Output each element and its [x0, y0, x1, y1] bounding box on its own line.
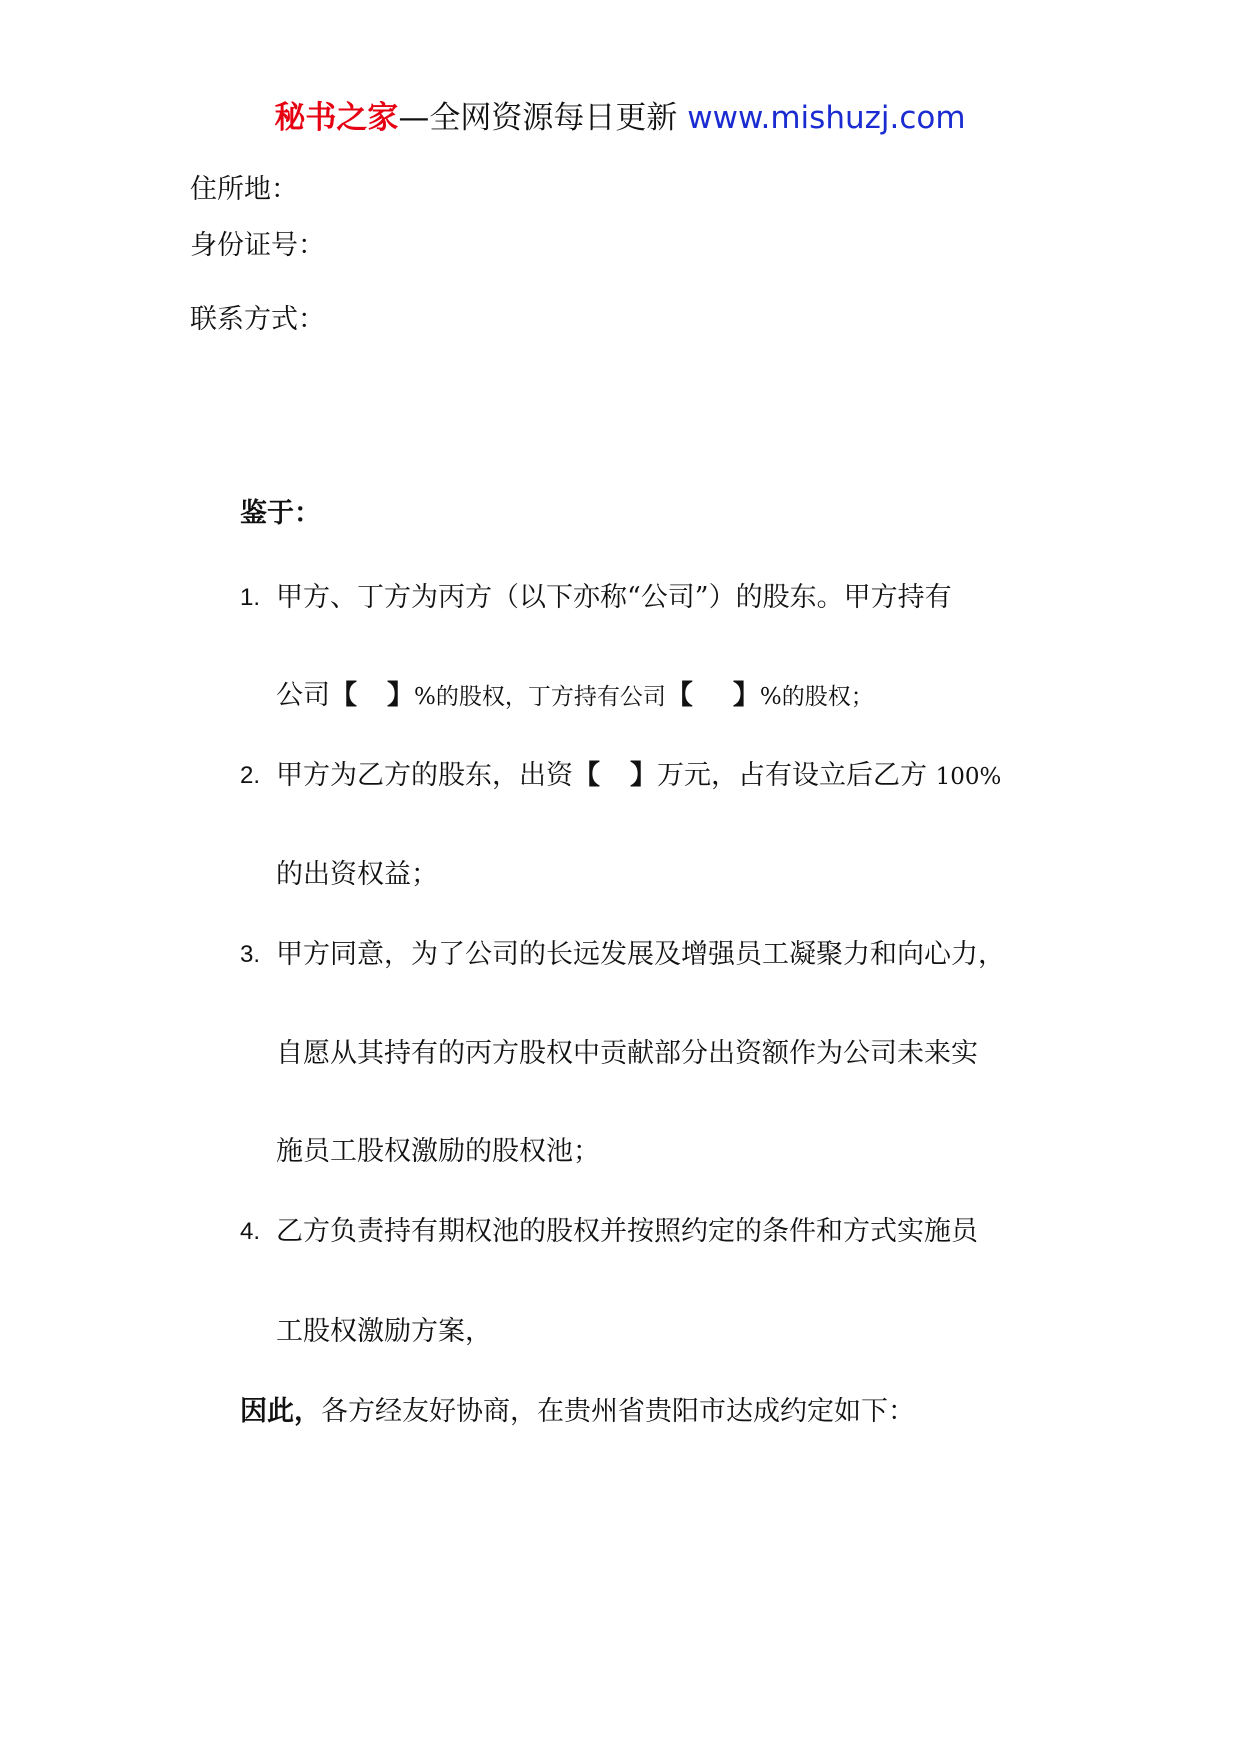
item-4-number: 4.: [240, 1218, 261, 1245]
whereas-title: 鉴于：: [240, 498, 321, 529]
contact-label: 联系方式：: [190, 304, 325, 335]
blank-close-bracket: 】: [732, 680, 760, 711]
blank-close-bracket: 】: [630, 760, 657, 791]
item-1-number: 1.: [240, 584, 261, 611]
item-1-line-1: 甲方、丁方为丙方（以下亦称“公司”）的股东。甲方持有: [276, 582, 952, 613]
brand-name: 秘书之家: [274, 100, 399, 136]
blank-open-bracket: 【: [665, 680, 693, 711]
item-3-line-3: 施员工股权激励的股权池；: [276, 1136, 600, 1167]
conclusion-paragraph: [240, 1394, 915, 1430]
website-link[interactable]: www.mishuzj.com: [687, 100, 966, 136]
conclusion-lead: 因此，: [240, 1396, 321, 1427]
blank-open-bracket: 【: [573, 760, 600, 791]
item-2-line-2: 的出资权益；: [276, 859, 438, 890]
item-3-number: 3.: [240, 941, 261, 968]
blank-close-bracket: 】: [387, 680, 414, 711]
item-2-holding-text: 万元，占有设立后乙方: [657, 760, 927, 791]
item-4-line-1: 乙方负责持有期权池的股权并按照约定的条件和方式实施员: [276, 1216, 978, 1247]
conclusion-text: 各方经友好协商，在贵州省贵阳市达成约定如下：: [321, 1396, 915, 1427]
item-2-investment-text: 甲方为乙方的股东，出资: [276, 760, 573, 791]
item-4-line-2: 工股权激励方案，: [276, 1316, 492, 1347]
item-2-number: 2.: [240, 762, 261, 789]
item-2-line-1: [276, 758, 1001, 795]
item-1-equity-text: %的股权，丁方持有公司: [414, 684, 666, 710]
address-label: 住所地：: [190, 174, 298, 205]
header-slogan: —全网资源每日更新: [398, 100, 678, 136]
blank-open-bracket: 【: [330, 680, 357, 711]
id-number-label: 身份证号：: [190, 230, 325, 261]
item-1-equity-end: %的股权；: [759, 684, 874, 710]
item-2-percentage: 100%: [935, 764, 1002, 790]
item-3-line-2: 自愿从其持有的丙方股权中贡献部分出资额作为公司未来实: [276, 1038, 978, 1069]
item-1-company: 公司: [276, 680, 330, 711]
item-3-line-1: 甲方同意，为了公司的长远发展及增强员工凝聚力和向心力，: [276, 939, 1005, 970]
page-header: [0, 98, 1240, 138]
item-1-line-2: [276, 678, 874, 715]
